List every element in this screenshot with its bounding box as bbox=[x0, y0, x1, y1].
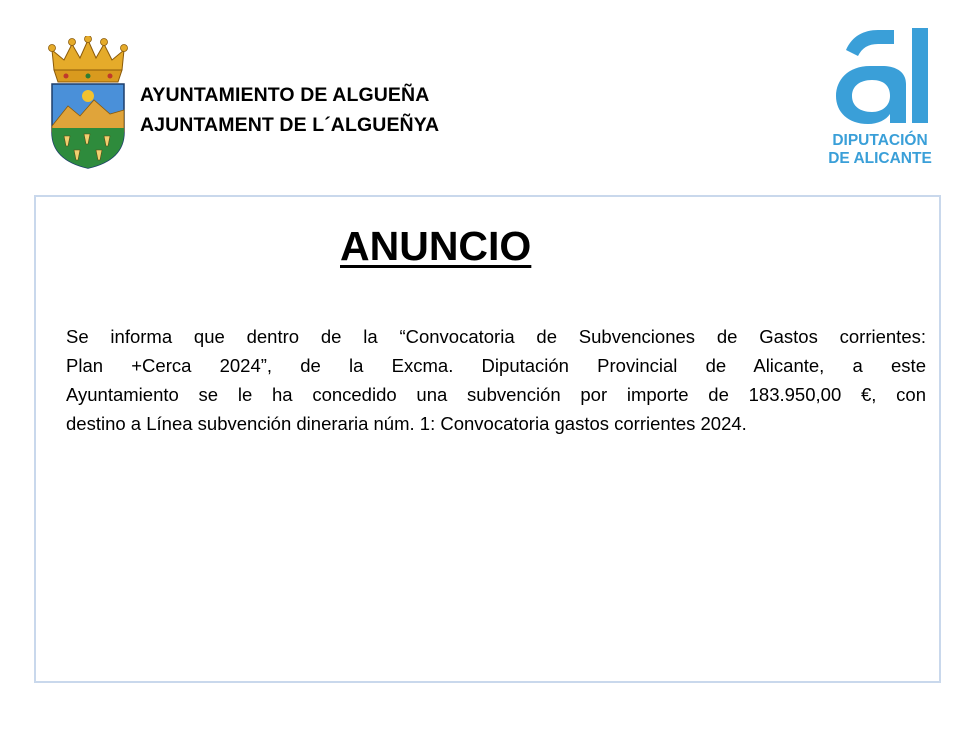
announcement-body-line: Plan +Cerca 2024”, de la Excma. Diputación Provincial de Alicante, a este bbox=[66, 355, 926, 376]
diputacion-logo-mark bbox=[832, 28, 932, 126]
announcement-body-line: destino a Línea subvención dineraria núm. 1: Convocatoria gastos corrientes 2024. bbox=[66, 413, 747, 434]
announcement-body bbox=[66, 322, 926, 438]
announcement-body-line: Ayuntamiento se le ha concedido una subvención por importe de 183.950,00 €, con bbox=[66, 384, 926, 405]
diputacion-logo bbox=[818, 28, 942, 174]
diputacion-logo-text bbox=[818, 132, 942, 168]
diputacion-logo-text-line1: DIPUTACIÓN bbox=[832, 132, 928, 149]
organization-name-spanish: AYUNTAMIENTO DE ALGUEÑA bbox=[140, 84, 430, 106]
municipal-coat-of-arms bbox=[44, 36, 132, 170]
organization-name-valencian: AJUNTAMENT DE L´ALGUEÑYA bbox=[140, 114, 440, 136]
announcement-body-line: Se informa que dentro de la “Convocatoria de Subvenciones de Gastos corrientes: bbox=[66, 326, 926, 347]
organization-name-block bbox=[140, 80, 439, 140]
diputacion-logo-text-line2: DE ALICANTE bbox=[828, 150, 932, 167]
announcement-title: ANUNCIO bbox=[340, 223, 532, 269]
